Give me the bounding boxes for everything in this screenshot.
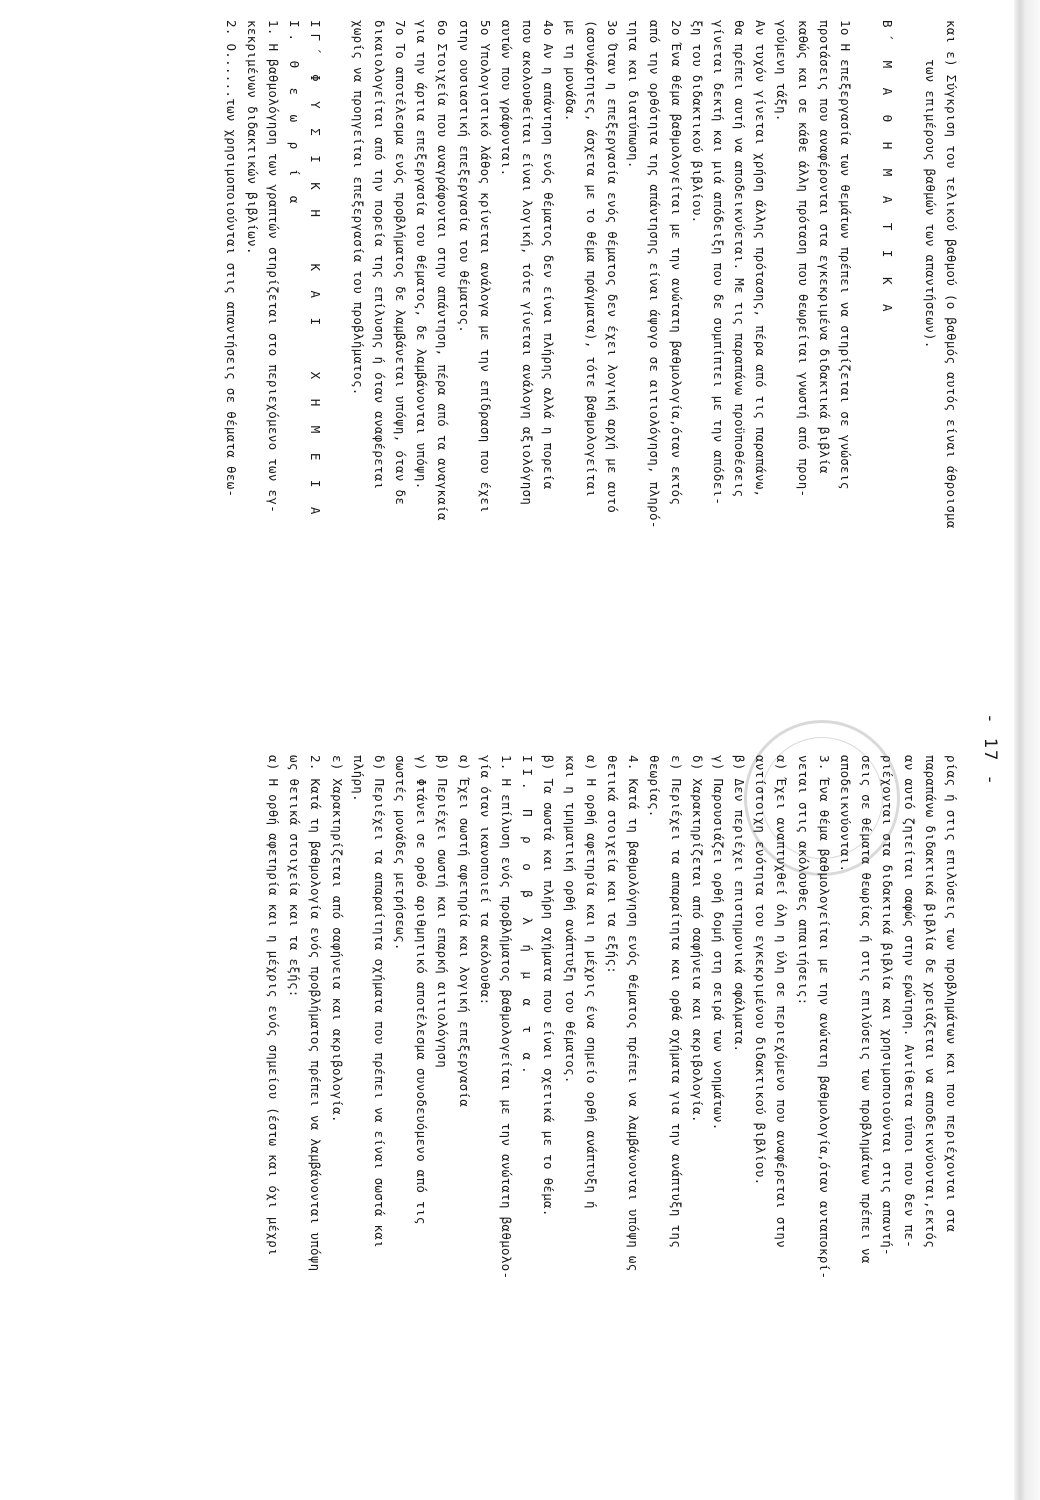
text-line: α) Η ορθή αφετηρία και η μέχρις ένα σημείο ορθή ανάπτυξη ή <box>583 755 599 1209</box>
text-line: θα πρέπει αυτή να αποδεικνύεται. Με τις παραπάνω προϋποθέσεις <box>732 20 748 498</box>
text-line: δ) Χαρακτηρίζεται από σαφήνεια και ακριβολογία. <box>689 755 705 1123</box>
text-line: ε) Περιέχει τα απαραίτητα και ορθά σχήματα για την ανάπτυξη της <box>668 755 684 1249</box>
text-line: γία όταν ικανοποιεί τα ακόλουθα: <box>477 755 493 1006</box>
text-line: δικαιολογείται από την πορεία της επίλυσης ή όταν αναφέρεται <box>371 20 387 490</box>
text-line: α) Έχει αναπτυχθεί όλη η ύλη σε περιεχόμενο που αναφέρεται στην <box>774 755 790 1249</box>
text-line: και ε) Σύγκριση του τελικού βαθμού (ο βαθμός αυτός είναι άθροισμα <box>944 20 959 529</box>
text-line: α) Η ορθή αφετηρία και η μέχρις ενός σημείου (έστω και όχι μέχρι <box>266 755 281 1256</box>
official-seal-stamp <box>744 720 900 876</box>
text-line: 4. Κατά τη βαθμολόγηση ενός θέματος πρέπει να λαμβάνονται υπόψη ως <box>626 755 642 1272</box>
page-edge <box>1014 0 1040 1500</box>
text-line: 6ο Στοιχεία που αναγράφονται στην απάντηση, πέρα από τα αναγκαία <box>435 20 451 521</box>
text-line: Αν τυχόν γίνεται χρήση άλλης πρότασης, πέρα από τις παραπάνω, <box>753 20 769 498</box>
text-line: β) Περιέχει σωστή και επαρκή αιτιολόγηση <box>435 755 451 1069</box>
text-line: γ) Φτάνει σε ορθό αριθμητικό αποτέλεσμα συνοδευόμενο από τις <box>414 755 430 1225</box>
text-line: 5ο Υπολογιστικό λάθος κρίνεται ανάλογα με την επίδραση που έχει <box>477 20 493 514</box>
text-line: αποδεικνύονται. <box>838 755 854 873</box>
text-line: γούμενη τάξη. <box>774 20 790 122</box>
text-line: δ) Περιέχει τα απαραίτητα σχήματα που πρέπει να είναι σωστά και <box>371 755 387 1249</box>
text-line: σωστές μονάδες μετρήσεως. <box>393 755 409 951</box>
text-line: Ι. Θ ε ω ρ ί α <box>287 20 303 210</box>
text-line: κεκριμένων διδακτικών βιβλίων. <box>244 20 260 255</box>
text-line: Β΄ Μ Α Θ Η Μ Α Τ Ι Κ Α <box>880 20 896 318</box>
text-line: ως θετικά στοιχεία και τα εξής: <box>287 755 303 998</box>
text-line: θετικά στοιχεία και τα εξής: <box>605 755 620 975</box>
text-line: ξη του διδακτικού βιβλίου. <box>689 20 705 224</box>
text-line: 1. Η βαθμολόγηση των γραπτών στηρίζεται στο περιεχόμενο των εγ- <box>266 20 281 514</box>
text-line: 1. Η επίλυση ενός προβλήματος βαθμολογείται με την ανώτατη βαθμολο- <box>499 755 515 1280</box>
text-line: ριέχονται στα διδακτικά βιβλία και χρησιμοποιούνται στις απαντή- <box>880 755 896 1256</box>
text-line: και η τμηματική ορθή ανάπτυξη του θέματος. <box>562 755 578 1084</box>
text-line: ΙΓ΄ Φ Υ Σ Ι Κ Η Κ Α Ι Χ Η Μ Ε Ι Α <box>308 20 324 521</box>
text-line: (ασυνάρτητες, άσχετα με το θέμα πράγματα), τότε βαθμολογείται <box>583 20 599 498</box>
text-line: ΙΙ. Π ρ ο β λ ή μ α τ α. <box>520 755 536 1080</box>
text-line <box>898 20 919 710</box>
text-line: νεται στις ακόλουθες απαιτήσεις: <box>795 755 811 1006</box>
text-line: θεωρίας. <box>647 755 663 818</box>
text-line: τητα και διατύπωση. <box>626 20 642 169</box>
rotated-document-page <box>10 20 1000 1480</box>
text-line: 2. Κατά τη βαθμολογία ενός προβλήματος πρέπει να λαμβάνονται υπόψη <box>308 755 324 1272</box>
text-line: 4ο Αν η απάντηση ενός θέματος δεν είναι πλήρης αλλά η πορεία <box>541 20 557 490</box>
text-line <box>326 20 347 710</box>
text-line: πλήρη. <box>350 755 366 802</box>
text-line: καθώς και σε κάθε άλλη πρόταση που θεωρείται γνωστή από προη- <box>795 20 811 498</box>
text-line: 3. Ένα θέμα βαθμολογείται με την ανώτατη βαθμολογία,όταν ανταποκρί- <box>816 755 832 1280</box>
text-line: 3ο Όταν η επεξεργασία ενός θέματος δεν έχει λογική αρχή με αυτό <box>605 20 620 514</box>
text-line: ρίας ή στις επιλύσεις των προβλημάτων και που περιέχονται στα <box>944 755 959 1233</box>
text-line: αν αυτό ζητείται σαφώς στην ερώτηση. Αντίθετα τύποι που δεν πε- <box>901 755 917 1249</box>
text-line: παραπάνω διδακτικά βιβλία δε χρειάζεται να αποδεικνύονται,εκτός <box>922 755 938 1249</box>
text-line: α) Έχει σωστή αφετηρία και λογική επεξεργασία <box>456 755 472 1108</box>
text-line: 1ο Η επεξεργασία των θεμάτων πρέπει να στηρίζεται σε γνώσεις <box>838 20 854 490</box>
text-line: που ακολουθείται είναι λογική, τότε γίνεται ανάλογη αξιολόγηση <box>520 20 536 506</box>
text-line: 7ο Το αποτέλεσμα ενός προβλήματος δε λαμβάνεται υπόψη, όταν δε <box>393 20 409 506</box>
left-column <box>220 20 962 710</box>
text-line: των επιμέρους βαθμών των απαντήσεων). <box>922 20 938 349</box>
text-line: σεις σε θέματα θεωρίας ή στις επιλύσεις των προβλημάτων πρέπει να <box>859 755 875 1264</box>
text-line <box>856 20 877 710</box>
text-line: στην ουσιαστική επεξεργασία του θέματος. <box>456 20 472 334</box>
text-line: γίνεται δεκτή και μιά απόδειξη που δε συμπίπτει με την απόδει- <box>710 20 726 506</box>
page-number: - 17 - <box>980 713 1000 787</box>
text-line: από την ορθότητα της απάντησης είναι άψογο σε αιτιολόγηση, πληρό- <box>647 20 663 529</box>
text-line: προτάσεις που αναφέρονται στα εγκεκριμένα διδακτικά βιβλία <box>816 20 832 474</box>
text-line: β) Δεν περιέχει επιστημονικά σφάλματα. <box>732 755 748 1053</box>
text-line: χωρίς να προηγείται επεξεργασία του προβλήματος. <box>350 20 366 396</box>
text-line: γ) Παρουσιάζει ορθή δομή στη σειρά των νοημάτων. <box>710 755 726 1131</box>
text-line: αντίστοιχη ενότητα του εγκεκριμένου διδακτικού βιβλίου. <box>753 755 769 1186</box>
text-line: για την άρτια επεξεργασία του θέματος, δε λαμβάνονται υπόψη. <box>414 20 430 490</box>
text-line: 2. Ο......των χρησιμοποιούνται στις απαντήσεις σε θέματα θεω- <box>223 20 239 498</box>
text-line: 2ο Ένα θέμα βαθμολογείται με την ανώτατη βαθμολογία,όταν εκτός <box>668 20 684 506</box>
text-line: αυτών που γράφονται. <box>499 20 515 177</box>
text-line: β) Τα σωστά και πλήρη σχήματα που είναι σχετικά με το θέμα. <box>541 755 557 1217</box>
text-line: με τη μονάδα. <box>562 20 578 122</box>
text-line: ε) Χαρακτηρίζεται από σαφήνεια και ακριβολογία. <box>329 755 345 1123</box>
